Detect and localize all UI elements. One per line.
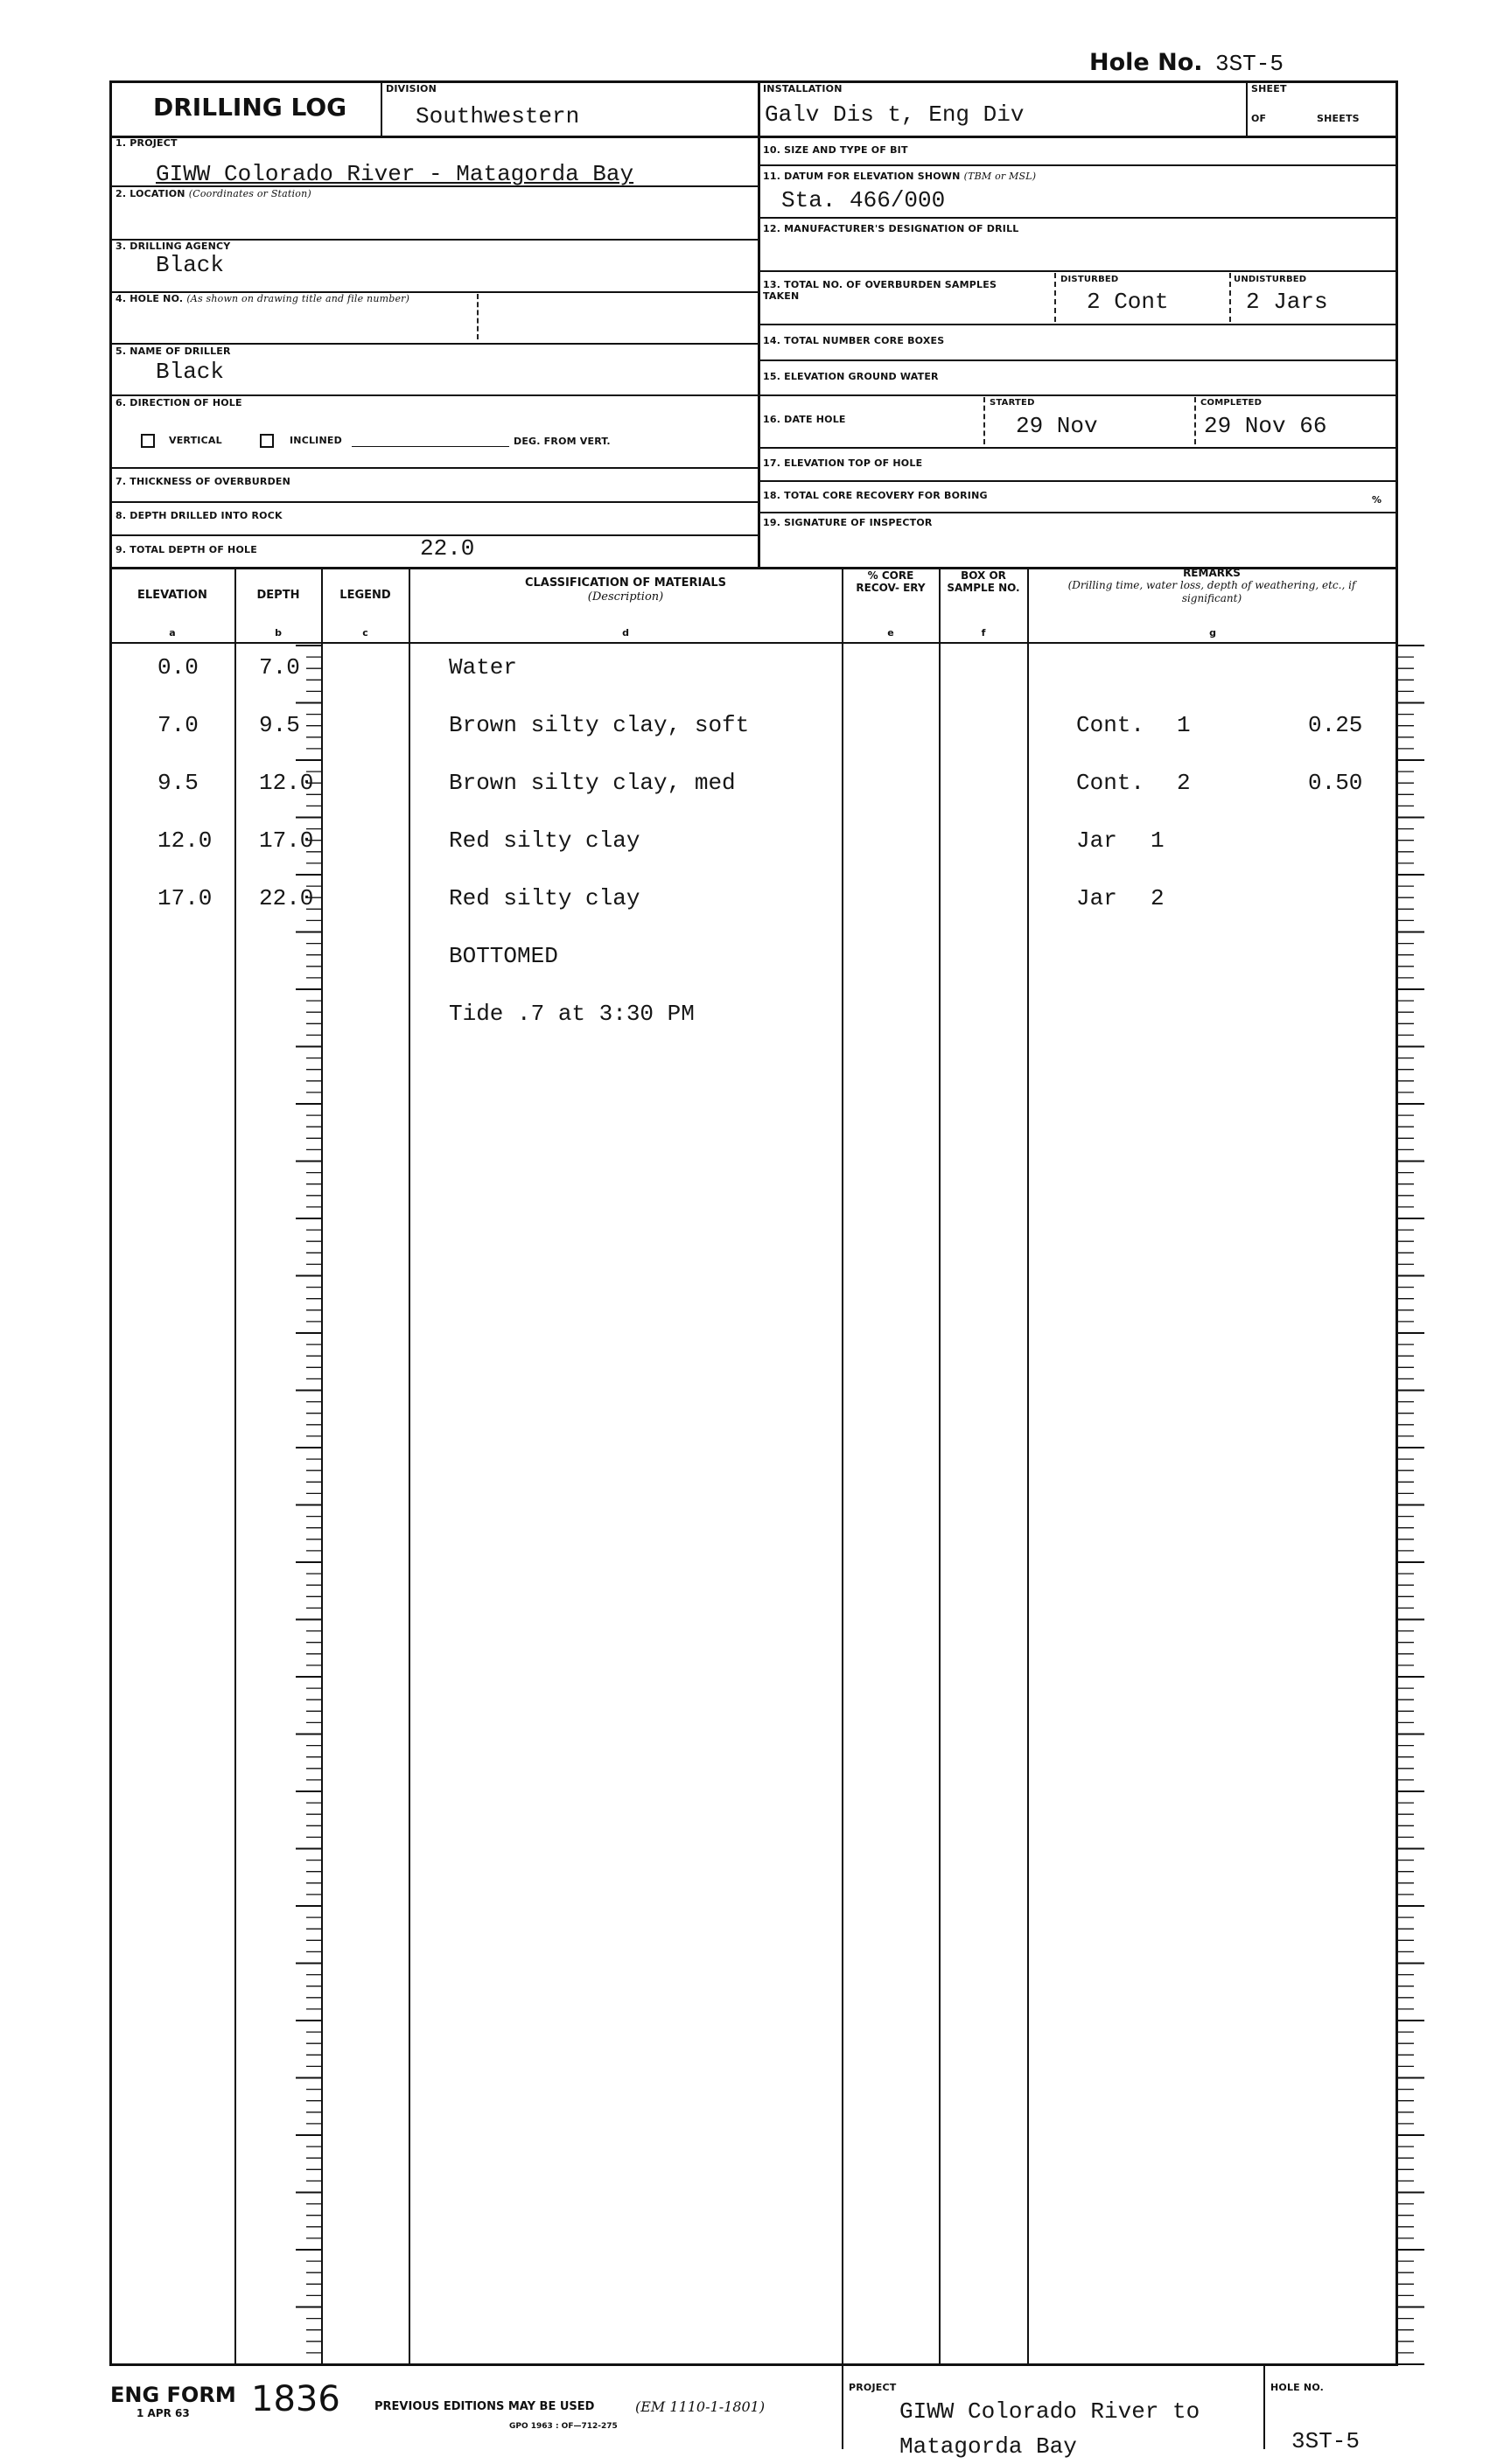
ground-water-label: 15. ELEVATION GROUND WATER [763,371,939,382]
location-label: 2. LOCATION (Coordinates or Station) [115,188,311,199]
row-remark: Cont. [1076,712,1145,738]
row-remark-num: 1 [1177,712,1191,738]
row-elevation: 9.5 [157,770,199,796]
row-description: Red silty clay [449,885,640,911]
date-hole-label: 16. DATE HOLE [763,414,846,425]
project-value: GIWW Colorado River - Matagorda Bay [156,161,634,187]
col-letter-c: c [362,627,368,639]
footer-prev-editions: PREVIOUS EDITIONS MAY BE USED [374,2400,595,2413]
row-remark: Jar [1076,827,1117,854]
row-remark-val: 0.50 [1308,770,1363,796]
top-of-hole-label: 17. ELEVATION TOP OF HOLE [763,457,923,469]
sheets-label: SHEETS [1317,113,1360,124]
col-classification-header: CLASSIFICATION OF MATERIALS (Description) [524,576,727,604]
col-core-recovery-header: % CORE RECOV- ERY [856,569,926,595]
footer-form-no: 1836 [251,2379,340,2419]
footer-em-ref: (EM 1110-1-1801) [635,2398,766,2415]
depth-rock-label: 8. DEPTH DRILLED INTO ROCK [115,510,283,521]
completed-value: 29 Nov 66 [1204,413,1327,439]
row-depth: 7.0 [259,654,300,681]
datum-label: 11. DATUM FOR ELEVATION SHOWN (TBM or MSL) [763,171,1037,182]
undisturbed-value: 2 Jars [1246,289,1328,315]
sheet-label: SHEET [1251,83,1287,94]
division-value: Southwestern [416,103,580,129]
driller-label: 5. NAME OF DRILLER [115,346,231,357]
row-remark: Jar [1076,885,1117,911]
started-value: 29 Nov [1016,413,1098,439]
row-elevation: 0.0 [157,654,199,681]
footer-eng-form: ENG FORM [110,2383,236,2407]
row-elevation: 17.0 [157,885,213,911]
footer-hole-label: HOLE NO. [1270,2382,1325,2393]
footer-hole-value: 3ST-5 [1291,2428,1361,2454]
inclined-label: INCLINED [290,435,342,446]
inspector-label: 19. SIGNATURE OF INSPECTOR [763,517,933,528]
note-tide: Tide .7 at 3:30 PM [449,1001,695,1027]
row-description: Water [449,654,518,681]
note-bottomed: BOTTOMED [449,943,558,969]
core-recovery-label: 18. TOTAL CORE RECOVERY FOR BORING [763,490,988,501]
header-hole-no [1089,49,1299,80]
driller-value: Black [156,359,225,385]
row-description: Red silty clay [449,827,640,854]
disturbed-value: 2 Cont [1087,289,1169,315]
row-remark: Cont. [1076,770,1145,796]
row-remark-val: 0.25 [1308,712,1363,738]
vertical-label: VERTICAL [169,435,222,446]
overburden-label: 7. THICKNESS OF OVERBURDEN [115,476,291,487]
row-depth: 17.0 [259,827,314,854]
installation-value: Galv Dis t, Eng Div [765,101,1025,128]
hole-no-field-label: 4. HOLE NO. (As shown on drawing title and file number) [115,293,410,304]
footer-project-label: PROJECT [849,2382,897,2393]
inclined-checkbox[interactable] [260,434,274,448]
vertical-checkbox[interactable] [141,434,155,448]
hole-no-label: Hole No. [1089,49,1203,76]
right-scale-ticks [1398,644,1433,2365]
row-elevation: 7.0 [157,712,199,738]
deg-label: DEG. FROM VERT. [514,436,611,447]
col-letter-e: e [887,627,894,639]
form-title: DRILLING LOG [153,93,347,122]
col-letter-a: a [169,627,176,639]
col-letter-g: g [1209,627,1216,639]
samples-label: 13. TOTAL NO. OF OVERBURDEN SAMPLES TAKEN [763,279,997,302]
col-letter-f: f [981,627,986,639]
footer-gpo: GPO 1963 : OF—712-275 [509,2422,618,2431]
undisturbed-label: UNDISTURBED [1234,275,1307,284]
row-description: Brown silty clay, soft [449,712,750,738]
col-remarks-header: REMARKS (Drilling time, water loss, depth of weathering, etc., if significant) [1067,567,1356,604]
footer-date: 1 APR 63 [136,2407,190,2419]
hole-no-value: 3ST-5 [1214,51,1284,77]
row-remark-num: 2 [1151,885,1165,911]
col-elevation-header: ELEVATION [137,589,207,602]
row-depth: 9.5 [259,712,300,738]
drilling-agency-value: Black [156,252,225,278]
core-recovery-unit: % [1372,494,1382,506]
drilling-agency-label: 3. DRILLING AGENCY [115,241,231,252]
drill-designation-label: 12. MANUFACTURER'S DESIGNATION OF DRILL [763,223,1019,234]
footer-project-value: GIWW Colorado River to Matagorda Bay [899,2398,1200,2460]
col-letter-b: b [275,627,282,639]
row-remark-num: 2 [1177,770,1191,796]
installation-label: INSTALLATION [763,83,843,94]
disturbed-label: DISTURBED [1060,275,1119,284]
row-remark-num: 1 [1151,827,1165,854]
total-depth-label: 9. TOTAL DEPTH OF HOLE [115,544,257,555]
row-description: Brown silty clay, med [449,770,736,796]
row-depth: 12.0 [259,770,314,796]
bit-label: 10. SIZE AND TYPE OF BIT [763,144,908,156]
project-label: 1. PROJECT [115,137,178,149]
total-depth-value: 22.0 [420,535,475,562]
col-depth-header: DEPTH [256,589,300,602]
row-elevation: 12.0 [157,827,213,854]
col-box-sample-header: BOX OR SAMPLE NO. [947,569,1020,595]
direction-label: 6. DIRECTION OF HOLE [115,397,242,408]
started-label: STARTED [990,398,1035,408]
completed-label: COMPLETED [1200,398,1263,408]
division-label: DIVISION [386,83,437,94]
col-letter-d: d [622,627,629,639]
datum-value: Sta. 466/000 [781,187,946,213]
core-boxes-label: 14. TOTAL NUMBER CORE BOXES [763,335,945,346]
row-depth: 22.0 [259,885,314,911]
col-legend-header: LEGEND [339,589,391,602]
of-label: OF [1251,113,1267,124]
